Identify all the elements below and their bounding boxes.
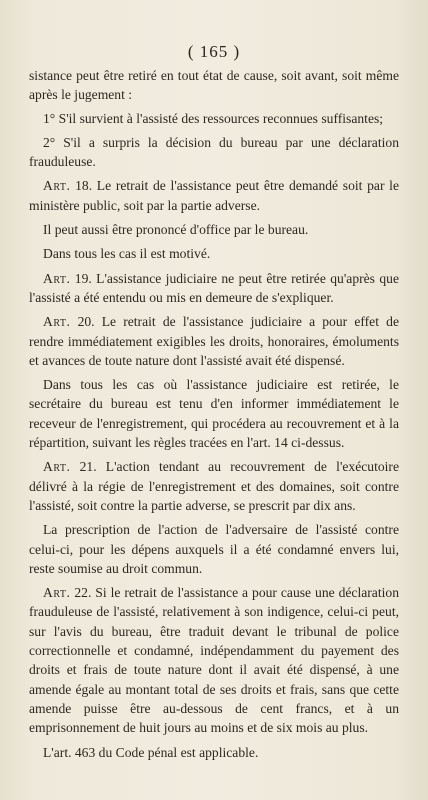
body-text	[29, 66, 399, 767]
paragraph-item-2	[29, 133, 399, 172]
paragraph-text: Dans tous les cas où l'assistance judiciaire est retirée, le secrétaire du bureau est tenu d'en informer immédiatement le receveur de l'enregistrement, qui procédera au recouvrement et à la répartition, suivant les règles tracées en l'art. 14 ci-dessus.	[29, 377, 399, 451]
article-lead: Art.	[43, 178, 71, 194]
paragraph-text: La prescription de l'action de l'adversaire de l'assisté contre celui-ci, pour les dépens auxquels il a été condamné envers lui, reste soumise au droit commun.	[29, 522, 399, 576]
paragraph	[29, 244, 399, 263]
article-lead: Art.	[43, 459, 71, 475]
paragraph	[29, 220, 399, 239]
paragraph-text: sistance peut être retiré en tout état de cause, soit avant, soit même après le jugement :	[29, 68, 399, 103]
article-22	[29, 583, 399, 737]
paragraph-continuation	[29, 66, 399, 105]
paragraph-text: 1° S'il survient à l'assisté des ressources reconnues suffisantes;	[43, 110, 384, 126]
paragraph-text: 21. L'action tendant au recouvrement de l'exécutoire délivré à la régie de l'enregistrement et des domaines, soit contre l'assisté, soit contre la partie adverse, se prescrit par dix ans.	[29, 459, 399, 513]
article-19	[29, 269, 399, 308]
article-lead: Art.	[43, 585, 71, 601]
paragraph-text: Dans tous les cas il est motivé.	[43, 246, 211, 262]
paragraph-text: Il peut aussi être prononcé d'office par le bureau.	[43, 222, 309, 238]
paragraph-text: 19. L'assistance judiciaire ne peut être retirée qu'après que l'assisté a été entendu ou mis en demeure de s'expliquer.	[29, 270, 399, 305]
paragraph-text: 22. Si le retrait de l'assistance a pour cause une déclaration frauduleuse de l'assisté, relativement à son indigence, celui-ci peut, sur l'avis du bureau, être traduit devant le tribunal de police correctionnelle et condamné, indépendamment du payement des droits et frais de toute nature dont il avait été dispensé, à une amende égale au montant total de ses droits et frais, sans que cette amende puisse être au-dessous de cent francs, et à un emprisonnement de huit jours au moins et de six mois au plus.	[29, 585, 399, 736]
article-21	[29, 457, 399, 515]
page-number: ( 165 )	[187, 42, 241, 61]
paragraph-text: 20. Le retrait de l'assistance judiciaire a pour effet de rendre immédiatement exigibles les droits, honoraires, émoluments et avances de toute nature dont l'assisté avait été dispensé.	[29, 314, 399, 368]
paragraph	[29, 520, 399, 578]
paragraph	[29, 743, 399, 762]
article-20	[29, 312, 399, 370]
paragraph-text: L'art. 463 du Code pénal est applicable.	[43, 744, 259, 760]
article-lead: Art.	[43, 314, 71, 330]
article-lead: Art.	[43, 270, 71, 286]
article-18	[29, 176, 399, 215]
paragraph-text: 18. Le retrait de l'assistance peut être demandé soit par le ministère public, soit par la partie adverse.	[29, 178, 399, 213]
paragraph-text: 2° S'il a surpris la décision du bureau par une déclaration frauduleuse.	[29, 134, 399, 170]
paragraph	[29, 375, 399, 452]
paragraph-item-1	[29, 109, 399, 128]
